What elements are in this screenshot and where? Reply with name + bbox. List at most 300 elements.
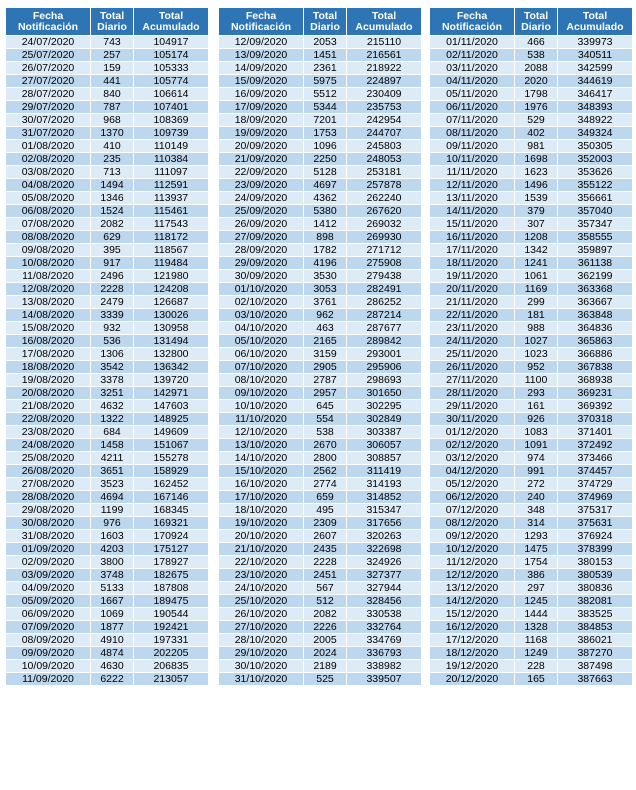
cell-daily: 1096 <box>304 140 347 153</box>
cell-daily: 3378 <box>91 374 134 387</box>
cell-date: 21/10/2020 <box>219 543 304 556</box>
cell-date: 05/09/2020 <box>6 595 91 608</box>
cell-cumulative: 149609 <box>134 426 209 439</box>
cell-cumulative: 289842 <box>347 335 422 348</box>
cell-cumulative: 364836 <box>558 322 633 335</box>
table-body <box>219 36 422 686</box>
cell-cumulative: 170924 <box>134 530 209 543</box>
cell-daily: 1245 <box>515 595 558 608</box>
table-row <box>430 569 633 582</box>
cell-date: 13/08/2020 <box>6 296 91 309</box>
cell-cumulative: 338982 <box>347 660 422 673</box>
cell-date: 23/08/2020 <box>6 426 91 439</box>
cell-date: 03/11/2020 <box>430 62 515 75</box>
header-cumulative: Total Acumulado <box>347 8 422 36</box>
table-row <box>430 400 633 413</box>
table-row <box>430 192 633 205</box>
table-row <box>430 114 633 127</box>
cell-cumulative: 130958 <box>134 322 209 335</box>
table-row <box>6 153 209 166</box>
cell-daily: 1027 <box>515 335 558 348</box>
cell-daily: 1293 <box>515 530 558 543</box>
cell-cumulative: 342599 <box>558 62 633 75</box>
cell-cumulative: 348393 <box>558 101 633 114</box>
table-row <box>6 569 209 582</box>
cell-daily: 2024 <box>304 647 347 660</box>
table-row <box>6 244 209 257</box>
table-row <box>219 244 422 257</box>
table-row <box>6 231 209 244</box>
cell-daily: 743 <box>91 36 134 49</box>
table-row <box>430 49 633 62</box>
cell-daily: 1199 <box>91 504 134 517</box>
table-row <box>219 179 422 192</box>
table-row <box>219 322 422 335</box>
cell-daily: 3339 <box>91 309 134 322</box>
cell-cumulative: 363848 <box>558 309 633 322</box>
cell-daily: 2005 <box>304 634 347 647</box>
cell-date: 15/09/2020 <box>219 75 304 88</box>
cell-date: 30/08/2020 <box>6 517 91 530</box>
cell-daily: 1539 <box>515 192 558 205</box>
table-row <box>6 582 209 595</box>
cell-daily: 2435 <box>304 543 347 556</box>
table-row <box>219 49 422 62</box>
cell-date: 15/11/2020 <box>430 218 515 231</box>
cell-cumulative: 279438 <box>347 270 422 283</box>
table-row <box>430 439 633 452</box>
table-row <box>430 426 633 439</box>
cell-date: 18/08/2020 <box>6 361 91 374</box>
cell-date: 11/09/2020 <box>6 673 91 686</box>
cell-daily: 1061 <box>515 270 558 283</box>
cell-cumulative: 275908 <box>347 257 422 270</box>
cell-cumulative: 366886 <box>558 348 633 361</box>
cell-cumulative: 136342 <box>134 361 209 374</box>
table-body <box>6 36 209 686</box>
cell-date: 23/09/2020 <box>219 179 304 192</box>
cell-daily: 645 <box>304 400 347 413</box>
cell-daily: 1100 <box>515 374 558 387</box>
cell-date: 04/11/2020 <box>430 75 515 88</box>
cell-daily: 5128 <box>304 166 347 179</box>
cell-cumulative: 301650 <box>347 387 422 400</box>
cell-cumulative: 293001 <box>347 348 422 361</box>
cell-cumulative: 314193 <box>347 478 422 491</box>
cell-cumulative: 105774 <box>134 75 209 88</box>
cell-cumulative: 155278 <box>134 452 209 465</box>
cell-cumulative: 387498 <box>558 660 633 673</box>
cell-daily: 165 <box>515 673 558 686</box>
cell-cumulative: 111097 <box>134 166 209 179</box>
cell-cumulative: 168345 <box>134 504 209 517</box>
table-row <box>430 465 633 478</box>
cell-date: 13/11/2020 <box>430 192 515 205</box>
cell-daily: 3251 <box>91 387 134 400</box>
table-row <box>430 127 633 140</box>
cell-cumulative: 216561 <box>347 49 422 62</box>
table-row <box>6 335 209 348</box>
table-row <box>6 192 209 205</box>
cell-date: 02/09/2020 <box>6 556 91 569</box>
cell-cumulative: 363368 <box>558 283 633 296</box>
table-row <box>430 140 633 153</box>
cell-cumulative: 382081 <box>558 595 633 608</box>
cell-daily: 898 <box>304 231 347 244</box>
cell-date: 08/11/2020 <box>430 127 515 140</box>
cell-date: 12/11/2020 <box>430 179 515 192</box>
cell-date: 09/11/2020 <box>430 140 515 153</box>
table-row <box>219 426 422 439</box>
cell-date: 30/07/2020 <box>6 114 91 127</box>
cell-date: 07/10/2020 <box>219 361 304 374</box>
cell-date: 21/08/2020 <box>6 400 91 413</box>
cell-daily: 968 <box>91 114 134 127</box>
cell-daily: 4632 <box>91 400 134 413</box>
cell-cumulative: 158929 <box>134 465 209 478</box>
cell-cumulative: 380153 <box>558 556 633 569</box>
cell-date: 17/12/2020 <box>430 634 515 647</box>
cell-cumulative: 287214 <box>347 309 422 322</box>
cell-daily: 976 <box>91 517 134 530</box>
cell-daily: 4694 <box>91 491 134 504</box>
cell-date: 16/12/2020 <box>430 621 515 634</box>
table-row <box>219 114 422 127</box>
cell-daily: 395 <box>91 244 134 257</box>
cell-daily: 5344 <box>304 101 347 114</box>
cell-date: 27/09/2020 <box>219 231 304 244</box>
cell-date: 09/12/2020 <box>430 530 515 543</box>
cell-date: 23/10/2020 <box>219 569 304 582</box>
cell-date: 04/10/2020 <box>219 322 304 335</box>
cell-daily: 3651 <box>91 465 134 478</box>
cell-date: 29/07/2020 <box>6 101 91 114</box>
cell-date: 13/12/2020 <box>430 582 515 595</box>
table-row <box>430 413 633 426</box>
cell-date: 18/10/2020 <box>219 504 304 517</box>
cell-cumulative: 169321 <box>134 517 209 530</box>
cell-date: 26/11/2020 <box>430 361 515 374</box>
cases-table-1 <box>5 7 209 686</box>
cell-date: 12/08/2020 <box>6 283 91 296</box>
cell-daily: 297 <box>515 582 558 595</box>
cell-daily: 307 <box>515 218 558 231</box>
cell-daily: 4630 <box>91 660 134 673</box>
cell-date: 19/09/2020 <box>219 127 304 140</box>
table-row <box>219 348 422 361</box>
cell-daily: 293 <box>515 387 558 400</box>
cell-date: 28/10/2020 <box>219 634 304 647</box>
cell-daily: 2905 <box>304 361 347 374</box>
cell-date: 03/10/2020 <box>219 309 304 322</box>
table-row <box>6 361 209 374</box>
table-row <box>6 517 209 530</box>
cell-daily: 2228 <box>304 556 347 569</box>
cell-date: 25/08/2020 <box>6 452 91 465</box>
cell-date: 15/12/2020 <box>430 608 515 621</box>
cell-cumulative: 271712 <box>347 244 422 257</box>
cell-daily: 932 <box>91 322 134 335</box>
cell-date: 22/09/2020 <box>219 166 304 179</box>
cell-date: 08/10/2020 <box>219 374 304 387</box>
cell-date: 13/10/2020 <box>219 439 304 452</box>
cell-cumulative: 363667 <box>558 296 633 309</box>
cell-cumulative: 206835 <box>134 660 209 673</box>
cell-date: 28/07/2020 <box>6 88 91 101</box>
cell-cumulative: 346417 <box>558 88 633 101</box>
cell-daily: 2082 <box>91 218 134 231</box>
cell-daily: 4910 <box>91 634 134 647</box>
cell-cumulative: 374457 <box>558 465 633 478</box>
table-row <box>430 491 633 504</box>
cell-date: 09/10/2020 <box>219 387 304 400</box>
cell-daily: 2496 <box>91 270 134 283</box>
cell-date: 11/08/2020 <box>6 270 91 283</box>
cell-date: 16/08/2020 <box>6 335 91 348</box>
cell-daily: 1241 <box>515 257 558 270</box>
cell-date: 19/12/2020 <box>430 660 515 673</box>
cell-date: 22/08/2020 <box>6 413 91 426</box>
cell-date: 15/08/2020 <box>6 322 91 335</box>
cell-daily: 1754 <box>515 556 558 569</box>
cell-cumulative: 367838 <box>558 361 633 374</box>
cell-cumulative: 322698 <box>347 543 422 556</box>
cell-cumulative: 386021 <box>558 634 633 647</box>
cell-date: 22/10/2020 <box>219 556 304 569</box>
cell-cumulative: 286252 <box>347 296 422 309</box>
cell-cumulative: 189475 <box>134 595 209 608</box>
cell-cumulative: 302295 <box>347 400 422 413</box>
cell-date: 25/07/2020 <box>6 49 91 62</box>
cell-cumulative: 182675 <box>134 569 209 582</box>
table-row <box>430 348 633 361</box>
cell-cumulative: 230409 <box>347 88 422 101</box>
cell-cumulative: 328456 <box>347 595 422 608</box>
cell-cumulative: 117543 <box>134 218 209 231</box>
table-row <box>6 660 209 673</box>
cell-daily: 495 <box>304 504 347 517</box>
table-row <box>219 608 422 621</box>
cell-cumulative: 317656 <box>347 517 422 530</box>
table-row <box>6 127 209 140</box>
cell-daily: 3542 <box>91 361 134 374</box>
cell-daily: 272 <box>515 478 558 491</box>
cell-cumulative: 334769 <box>347 634 422 647</box>
cell-date: 02/10/2020 <box>219 296 304 309</box>
cell-daily: 466 <box>515 36 558 49</box>
table-row <box>430 595 633 608</box>
cell-daily: 4203 <box>91 543 134 556</box>
cell-cumulative: 315347 <box>347 504 422 517</box>
cell-daily: 299 <box>515 296 558 309</box>
cell-daily: 3523 <box>91 478 134 491</box>
table-row <box>219 413 422 426</box>
cell-daily: 4362 <box>304 192 347 205</box>
cell-cumulative: 359897 <box>558 244 633 257</box>
table-row <box>6 296 209 309</box>
cell-cumulative: 126687 <box>134 296 209 309</box>
cell-daily: 2800 <box>304 452 347 465</box>
table-row <box>6 88 209 101</box>
table-row <box>219 309 422 322</box>
table-row <box>219 569 422 582</box>
cell-date: 22/11/2020 <box>430 309 515 322</box>
cell-daily: 2309 <box>304 517 347 530</box>
table-row <box>6 452 209 465</box>
cell-cumulative: 124208 <box>134 283 209 296</box>
table-row <box>6 556 209 569</box>
cell-date: 10/11/2020 <box>430 153 515 166</box>
cell-cumulative: 374969 <box>558 491 633 504</box>
cell-date: 28/11/2020 <box>430 387 515 400</box>
cell-cumulative: 269032 <box>347 218 422 231</box>
cell-daily: 512 <box>304 595 347 608</box>
table-row <box>6 530 209 543</box>
cell-date: 26/09/2020 <box>219 218 304 231</box>
cell-date: 31/08/2020 <box>6 530 91 543</box>
table-row <box>219 62 422 75</box>
cell-date: 27/10/2020 <box>219 621 304 634</box>
cell-cumulative: 387270 <box>558 647 633 660</box>
table-row <box>219 127 422 140</box>
table-row <box>219 231 422 244</box>
cell-date: 21/11/2020 <box>430 296 515 309</box>
cell-daily: 1169 <box>515 283 558 296</box>
cell-date: 05/10/2020 <box>219 335 304 348</box>
cell-date: 24/07/2020 <box>6 36 91 49</box>
cell-cumulative: 357040 <box>558 205 633 218</box>
cell-cumulative: 118567 <box>134 244 209 257</box>
cell-date: 14/12/2020 <box>430 595 515 608</box>
cell-daily: 2088 <box>515 62 558 75</box>
cell-date: 16/11/2020 <box>430 231 515 244</box>
cell-daily: 1249 <box>515 647 558 660</box>
cell-daily: 2226 <box>304 621 347 634</box>
cell-cumulative: 327377 <box>347 569 422 582</box>
cell-daily: 1306 <box>91 348 134 361</box>
cell-daily: 5380 <box>304 205 347 218</box>
cell-date: 24/10/2020 <box>219 582 304 595</box>
cell-cumulative: 287677 <box>347 322 422 335</box>
cell-daily: 1667 <box>91 595 134 608</box>
cell-cumulative: 370318 <box>558 413 633 426</box>
cell-cumulative: 295906 <box>347 361 422 374</box>
table-row <box>430 452 633 465</box>
cell-date: 20/09/2020 <box>219 140 304 153</box>
cell-cumulative: 167146 <box>134 491 209 504</box>
cell-cumulative: 121980 <box>134 270 209 283</box>
table-row <box>6 478 209 491</box>
cell-cumulative: 115461 <box>134 205 209 218</box>
table-row <box>219 140 422 153</box>
cell-cumulative: 320263 <box>347 530 422 543</box>
cell-cumulative: 242954 <box>347 114 422 127</box>
cell-date: 12/12/2020 <box>430 569 515 582</box>
table-row <box>219 439 422 452</box>
table-row <box>430 647 633 660</box>
table-row <box>219 582 422 595</box>
table-row <box>6 673 209 686</box>
cell-daily: 161 <box>515 400 558 413</box>
table-row <box>430 36 633 49</box>
cell-daily: 974 <box>515 452 558 465</box>
cell-cumulative: 235753 <box>347 101 422 114</box>
table-row <box>219 400 422 413</box>
table-row <box>6 621 209 634</box>
cell-date: 14/09/2020 <box>219 62 304 75</box>
header-row <box>6 8 209 36</box>
table-row <box>6 348 209 361</box>
cell-daily: 348 <box>515 504 558 517</box>
table-row <box>219 595 422 608</box>
cell-date: 28/09/2020 <box>219 244 304 257</box>
cell-daily: 1069 <box>91 608 134 621</box>
table-row <box>6 309 209 322</box>
table-row <box>6 283 209 296</box>
cell-date: 01/11/2020 <box>430 36 515 49</box>
table-row <box>6 179 209 192</box>
cell-date: 24/09/2020 <box>219 192 304 205</box>
cell-date: 15/10/2020 <box>219 465 304 478</box>
cell-date: 07/11/2020 <box>430 114 515 127</box>
cell-date: 12/09/2020 <box>219 36 304 49</box>
cell-cumulative: 383525 <box>558 608 633 621</box>
cell-daily: 1496 <box>515 179 558 192</box>
cell-date: 14/11/2020 <box>430 205 515 218</box>
cell-date: 28/08/2020 <box>6 491 91 504</box>
table-row <box>430 478 633 491</box>
cell-cumulative: 384853 <box>558 621 633 634</box>
cell-daily: 2774 <box>304 478 347 491</box>
header-date: Fecha Notificación <box>430 8 515 36</box>
table-row <box>219 621 422 634</box>
table-row <box>430 361 633 374</box>
cell-cumulative: 339507 <box>347 673 422 686</box>
cell-cumulative: 308857 <box>347 452 422 465</box>
cell-date: 02/12/2020 <box>430 439 515 452</box>
cell-daily: 2165 <box>304 335 347 348</box>
cell-date: 09/09/2020 <box>6 647 91 660</box>
cell-cumulative: 187808 <box>134 582 209 595</box>
cell-cumulative: 113937 <box>134 192 209 205</box>
table-row <box>219 647 422 660</box>
cell-date: 13/09/2020 <box>219 49 304 62</box>
cell-cumulative: 327944 <box>347 582 422 595</box>
table-row <box>219 283 422 296</box>
cell-date: 10/10/2020 <box>219 400 304 413</box>
table-row <box>430 153 633 166</box>
table-row <box>6 400 209 413</box>
cell-cumulative: 303387 <box>347 426 422 439</box>
cell-daily: 463 <box>304 322 347 335</box>
cell-date: 09/08/2020 <box>6 244 91 257</box>
table-row <box>430 673 633 686</box>
cell-daily: 5975 <box>304 75 347 88</box>
cell-cumulative: 387663 <box>558 673 633 686</box>
cell-cumulative: 298693 <box>347 374 422 387</box>
cell-date: 06/12/2020 <box>430 491 515 504</box>
table-row <box>219 504 422 517</box>
cell-cumulative: 282491 <box>347 283 422 296</box>
cell-daily: 3761 <box>304 296 347 309</box>
cell-cumulative: 336793 <box>347 647 422 660</box>
table-row <box>430 621 633 634</box>
cell-date: 01/12/2020 <box>430 426 515 439</box>
cell-date: 01/09/2020 <box>6 543 91 556</box>
table-body <box>430 36 633 686</box>
cell-date: 04/12/2020 <box>430 465 515 478</box>
cell-cumulative: 107401 <box>134 101 209 114</box>
